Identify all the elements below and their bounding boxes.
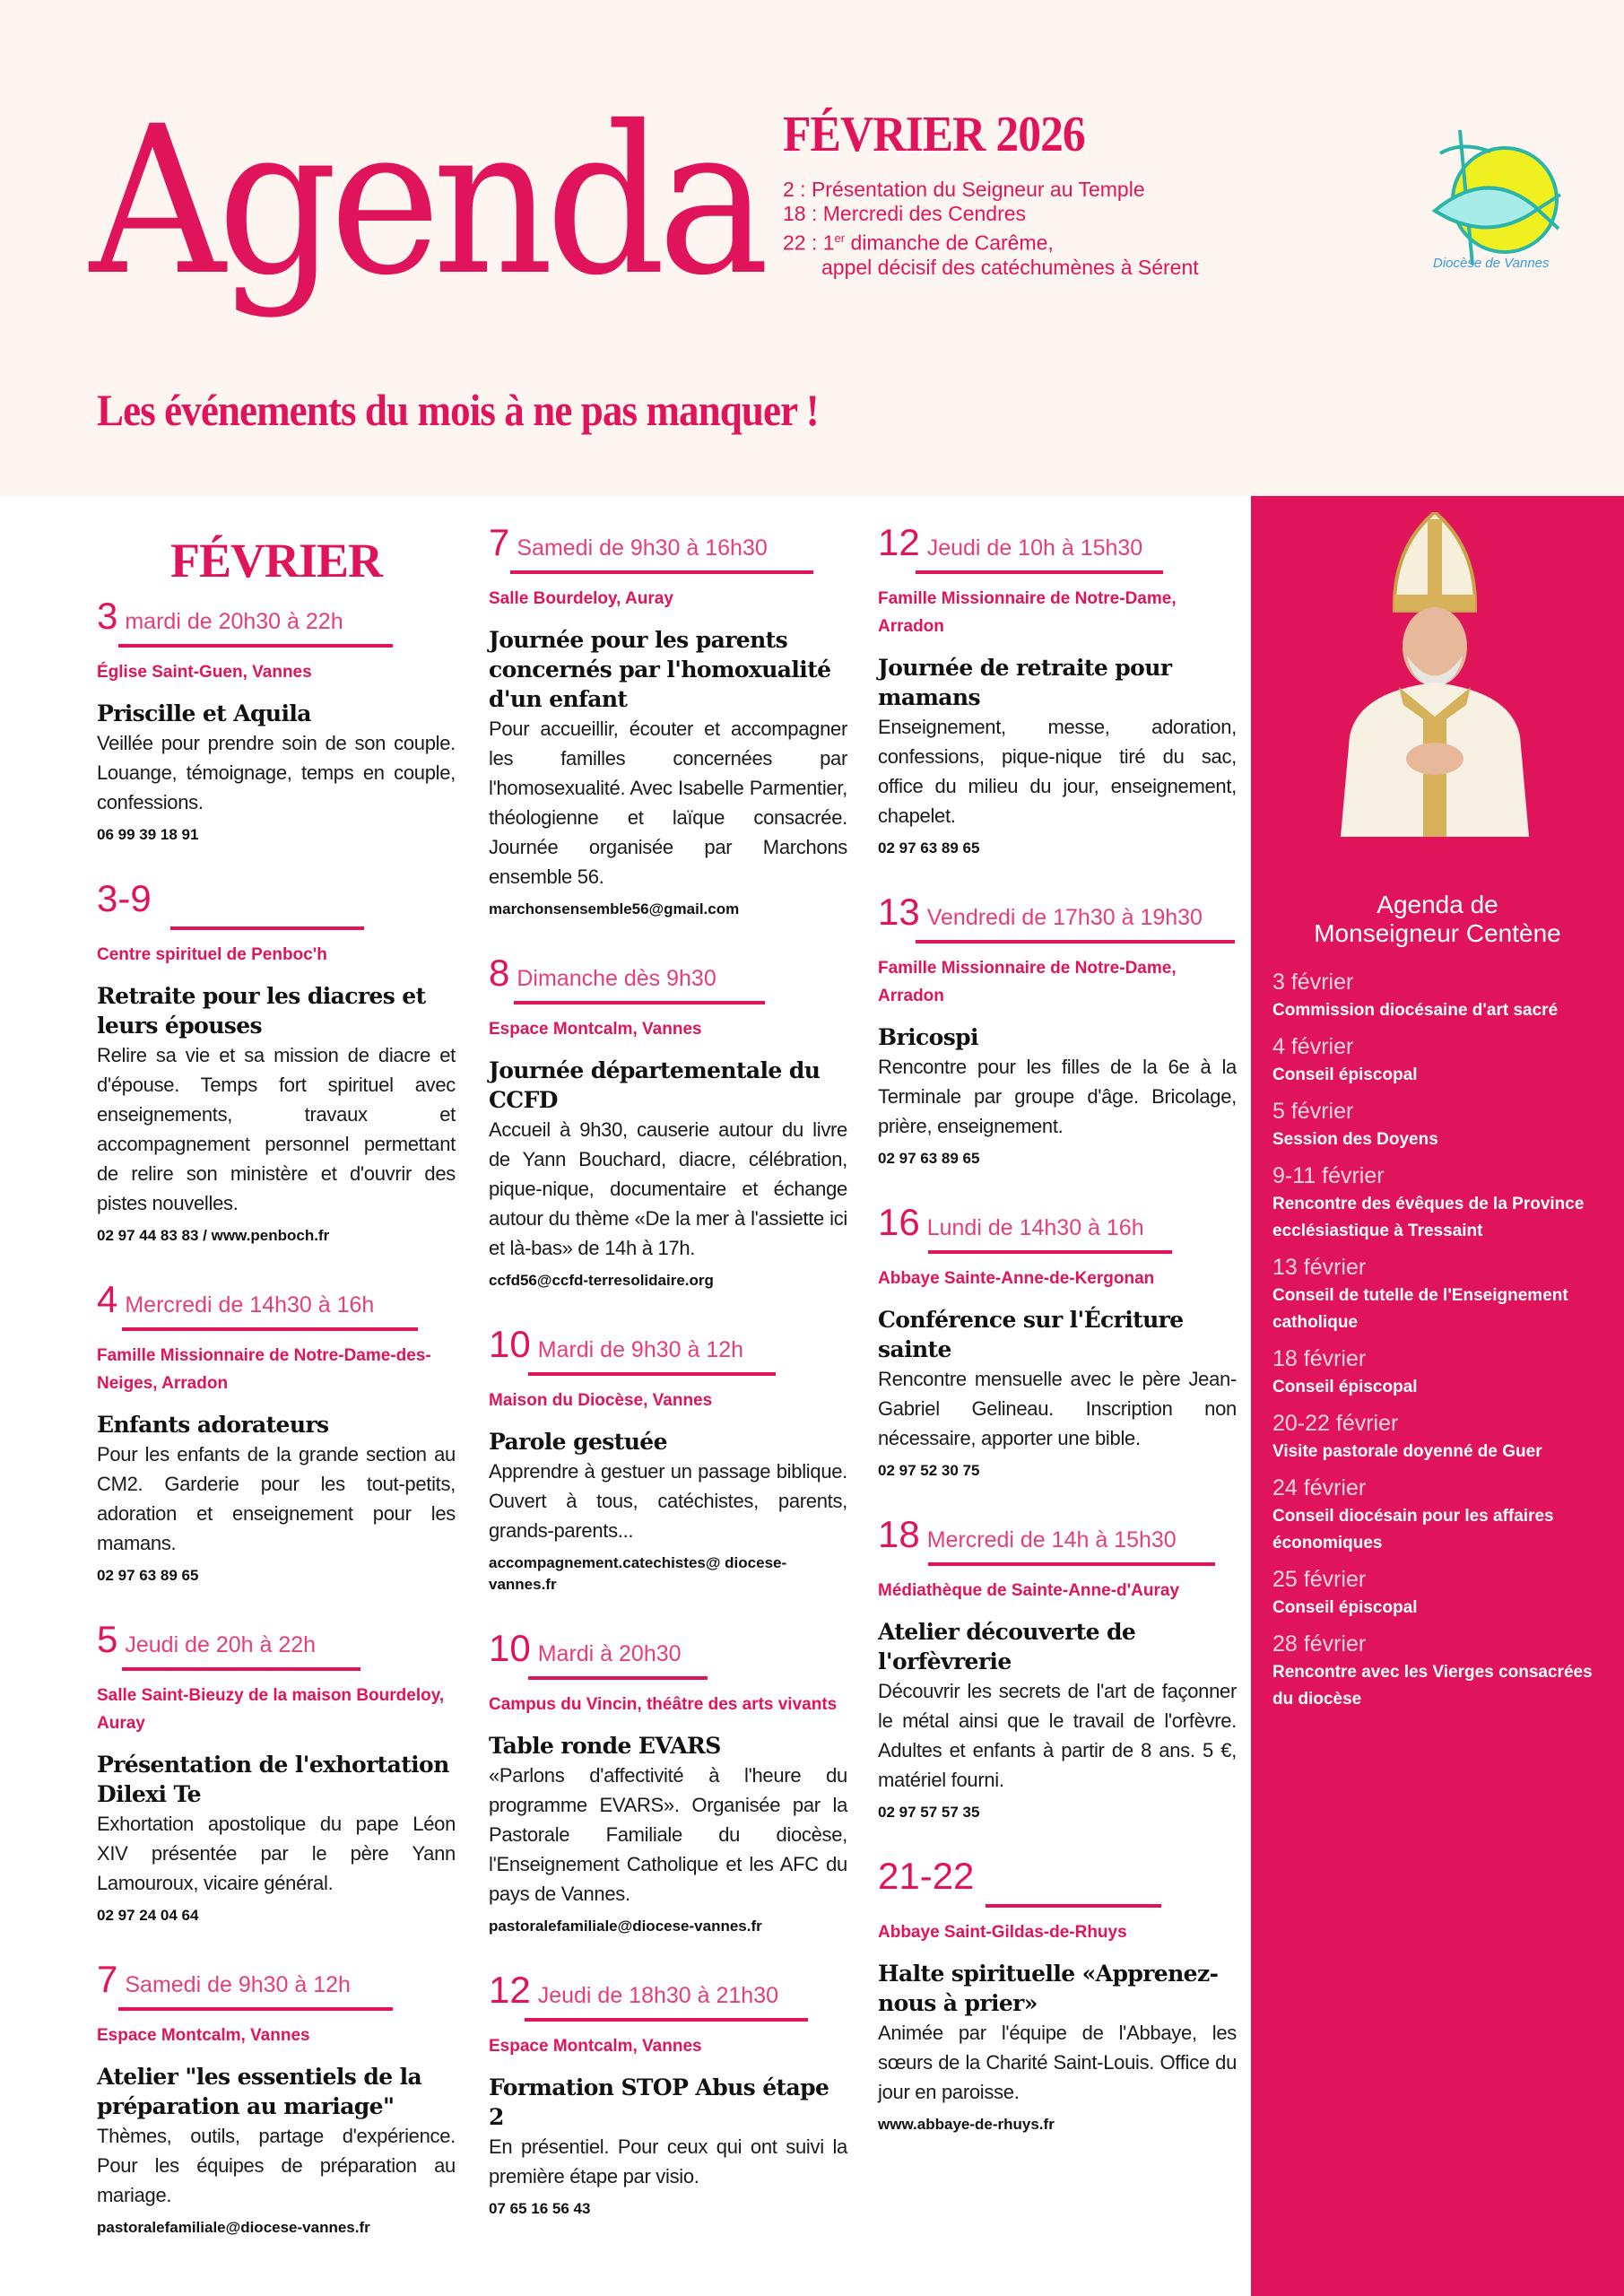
page-title: Agenda — [90, 82, 762, 320]
agenda-desc: Rencontre avec les Vierges consacrées du diocèse — [1272, 1663, 1593, 1709]
event-description: Découvrir les secrets de l'art de façonner le métal ainsi que le travail de l'orfèvre. Adultes et enfants à partir de 8 ans. 5 €, matériel fourni. — [878, 1680, 1237, 1791]
divider — [986, 1904, 1161, 1908]
event-card — [97, 594, 456, 846]
divider — [525, 2018, 808, 2022]
divider — [510, 570, 813, 574]
event-time: Mercredi de 14h30 à 16h — [125, 1292, 375, 1318]
divider — [928, 1250, 1172, 1254]
month-heading: FÉVRIER — [169, 534, 383, 587]
agenda-date: 9-11 février — [1272, 1163, 1385, 1188]
agenda-desc: Session des Doyens — [1272, 1130, 1438, 1149]
agenda-item — [1272, 1098, 1613, 1153]
page-header — [0, 0, 1624, 496]
agenda-date: 13 février — [1272, 1255, 1367, 1280]
agenda-date: 4 février — [1272, 1034, 1354, 1059]
event-card — [489, 951, 847, 1292]
bishop-agenda-sidebar — [1251, 496, 1624, 2296]
event-title: Journée pour les parents concernés par l'homoxualité d'un enfant — [489, 627, 831, 712]
event-contact: www.abbaye-de-rhuys.fr — [878, 2116, 1055, 2133]
event-contact: 02 97 52 30 75 — [878, 1462, 980, 1479]
event-description: Veillée pour prendre soin de son couple. Louange, témoignage, temps en couple, confessions. — [97, 732, 456, 813]
event-description: Rencontre mensuelle avec le père Jean-Gabriel Gelineau. Inscription non nécessaire, apporter une bible. — [878, 1368, 1237, 1449]
event-title: Conférence sur l'Écriture sainte — [878, 1307, 1184, 1362]
agenda-date: 28 février — [1272, 1631, 1367, 1657]
event-description: Accueil à 9h30, causerie autour du livre de Yann Bouchard, diacre, célébration, pique-nique, documentaire et échange autour du thème «De la mer à l'assiette ici et là-bas» de 14h à 17h. — [489, 1118, 847, 1259]
divider — [122, 1667, 360, 1671]
event-description: En présentiel. Pour ceux qui ont suivi la première étape par visio. — [489, 2135, 847, 2187]
agenda-date: 5 février — [1272, 1099, 1354, 1124]
agenda-item — [1272, 1162, 1613, 1245]
diocese-logo-icon — [1426, 121, 1569, 274]
event-time: Jeudi de 20h à 22h — [125, 1632, 317, 1657]
divider — [122, 1327, 418, 1331]
event-time: Jeudi de 18h30 à 21h30 — [537, 1983, 779, 2008]
events-column-1 — [97, 520, 456, 2269]
event-contact: accompagnement.catechistes@ diocese-vannes.fr — [489, 1554, 787, 1593]
event-place: Église Saint-Guen, Vannes — [97, 663, 312, 682]
event-day: 5 — [97, 1618, 118, 1660]
event-contact: 02 97 44 83 83 / www.penboch.fr — [97, 1227, 330, 1244]
event-place: Espace Montcalm, Vannes — [489, 2037, 702, 2056]
event-time: Jeudi de 10h à 15h30 — [926, 535, 1143, 561]
feast-item: 2 : Présentation du Seigneur au Temple — [783, 178, 1145, 201]
event-place: Abbaye Saint-Gildas-de-Rhuys — [878, 1923, 1127, 1942]
page-subtitle: Les événements du mois à ne pas manquer ! — [97, 385, 819, 435]
logo-caption: Diocèse de Vannes — [1433, 256, 1550, 271]
divider — [528, 1372, 776, 1376]
event-contact: 02 97 63 89 65 — [97, 1567, 199, 1584]
event-contact: 02 97 57 57 35 — [878, 1804, 980, 1821]
agenda-item — [1272, 1254, 1613, 1336]
event-card — [489, 1968, 847, 2220]
event-day: 7 — [97, 1958, 118, 2000]
agenda-item — [1272, 969, 1613, 1024]
agenda-item — [1272, 1345, 1613, 1401]
event-title: Présentation de l'exhortation Dilexi Te — [97, 1752, 449, 1807]
agenda-item — [1272, 1631, 1613, 1713]
event-description: Pour accueillir, écouter et accompagner les familles concernées par l'homosexualité. Avec Isabelle Parmentier, théologienne et laïque consacrée. Journée organisée par Marchons ensemble 56. — [489, 718, 847, 888]
event-day: 21-22 — [878, 1855, 975, 1897]
agenda-item — [1272, 1474, 1613, 1557]
event-day: 12 — [489, 1969, 531, 2011]
event-day: 7 — [489, 521, 510, 563]
event-title: Bricospi — [878, 1024, 978, 1050]
event-time: Samedi de 9h30 à 16h30 — [517, 535, 768, 561]
divider — [118, 644, 393, 648]
agenda-desc: Conseil diocésain pour les affaires économiques — [1272, 1507, 1554, 1552]
agenda-item — [1272, 1410, 1613, 1465]
event-day: 3-9 — [97, 877, 152, 919]
agenda-date: 3 février — [1272, 970, 1354, 995]
event-contact: ccfd56@ccfd-terresolidaire.org — [489, 1272, 714, 1289]
agenda-date: 24 février — [1272, 1475, 1367, 1500]
event-card — [878, 890, 1237, 1170]
event-description: Enseignement, messe, adoration, confessions, pique-nique tiré du sac, office du milieu du jour, enseignement, chapelet. — [878, 716, 1237, 827]
event-time: Mardi à 20h30 — [537, 1641, 682, 1666]
agenda-desc: Visite pastorale doyenné de Guer — [1272, 1442, 1542, 1461]
event-card — [489, 520, 847, 920]
event-day: 3 — [97, 595, 118, 637]
agenda-item — [1272, 1033, 1613, 1089]
event-description: «Parlons d'affectivité à l'heure du programme EVARS». Organisée par la Pastorale Familiale du diocèse, l'Enseignement Catholique et les AFC du pays de Vannes. — [489, 1764, 847, 1905]
event-day: 16 — [878, 1201, 920, 1243]
divider — [118, 2007, 393, 2011]
event-title: Atelier découverte de l'orfèvrerie — [878, 1619, 1136, 1674]
divider — [514, 1001, 765, 1004]
event-card — [97, 1957, 456, 2239]
sidebar-title: Agenda de Monseigneur Centène — [1314, 891, 1561, 947]
event-day: 13 — [878, 891, 920, 933]
agenda-desc: Conseil épiscopal — [1272, 1598, 1418, 1617]
event-time: Samedi de 9h30 à 12h — [125, 1972, 351, 1997]
event-contact: pastoralefamiliale@diocese-vannes.fr — [97, 2219, 370, 2236]
event-place: Famille Missionnaire de Notre-Dame, Arradon — [878, 589, 1177, 636]
event-time: Mercredi de 14h à 15h30 — [926, 1527, 1177, 1552]
event-title: Journée départementale du CCFD — [489, 1057, 821, 1113]
event-card — [489, 1322, 847, 1596]
event-description: Apprendre à gestuer un passage biblique. Ouvert à tous, catéchistes, parents, grands-parents... — [489, 1460, 847, 1542]
event-day: 10 — [489, 1323, 531, 1365]
event-place: Salle Bourdeloy, Auray — [489, 589, 673, 608]
event-place: Médiathèque de Sainte-Anne-d'Auray — [878, 1581, 1180, 1600]
agenda-item — [1272, 1566, 1613, 1622]
event-title: Formation STOP Abus étape 2 — [489, 2074, 829, 2130]
event-title: Table ronde EVARS — [489, 1733, 721, 1759]
event-time: Dimanche dès 9h30 — [517, 966, 716, 991]
divider — [928, 1562, 1215, 1566]
agenda-desc: Conseil de tutelle de l'Enseignement catholique — [1272, 1286, 1568, 1332]
event-title: Journée de retraite pour mamans — [878, 655, 1172, 710]
month-title: FÉVRIER 2026 — [783, 107, 1085, 162]
divider — [528, 1676, 708, 1680]
event-card — [878, 1512, 1237, 1823]
event-time: Vendredi de 17h30 à 19h30 — [926, 905, 1203, 930]
bishop-agenda-list — [1272, 969, 1613, 1722]
event-title: Atelier "les essentiels de la préparation au mariage" — [97, 2064, 422, 2119]
agenda-date: 18 février — [1272, 1346, 1367, 1371]
agenda-desc: Commission diocésaine d'art sacré — [1272, 1001, 1559, 1020]
agenda-desc: Conseil épiscopal — [1272, 1378, 1418, 1396]
events-column-3 — [878, 520, 1237, 2166]
event-time: Mardi de 9h30 à 12h — [537, 1337, 744, 1362]
events-column-2 — [489, 520, 847, 2250]
event-card — [878, 1854, 1237, 2135]
event-day: 10 — [489, 1627, 531, 1669]
event-description: Exhortation apostolique du pape Léon XIV présentée par le père Yann Lamouroux, vicaire général. — [97, 1813, 456, 1894]
event-place: Abbaye Sainte-Anne-de-Kergonan — [878, 1269, 1155, 1288]
event-place: Salle Saint-Bieuzy de la maison Bourdeloy, Auray — [97, 1686, 445, 1733]
divider — [916, 570, 1163, 574]
event-description: Relire sa vie et sa mission de diacre et d'épouse. Temps fort spirituel avec enseignements, travaux et accompagnement personnel permettant de relire son ministère et d'ouvrir des pistes nouvelles. — [97, 1044, 456, 1214]
event-contact: 02 97 63 89 65 — [878, 1150, 980, 1167]
event-contact: 06 99 39 18 91 — [97, 826, 199, 843]
event-title: Halte spirituelle «Apprenez-nous à prier» — [878, 1961, 1219, 2016]
event-card — [97, 1277, 456, 1587]
agenda-date: 25 février — [1272, 1567, 1367, 1592]
event-time: Lundi de 14h30 à 16h — [926, 1215, 1144, 1240]
event-card — [878, 520, 1237, 859]
event-place: Espace Montcalm, Vannes — [97, 2026, 310, 2045]
feast-item: 22 : 1er dimanche de Carême, — [783, 230, 1054, 255]
event-day: 12 — [878, 521, 920, 563]
event-place: Centre spirituel de Penboc'h — [97, 945, 327, 964]
event-day: 4 — [97, 1278, 118, 1320]
event-title: Retraite pour les diacres et leurs épouses — [97, 983, 426, 1039]
feast-list — [783, 178, 1199, 280]
event-contact: marchonsensemble56@gmail.com — [489, 900, 740, 918]
event-description: Pour les enfants de la grande section au CM2. Garderie pour les tout-petits, adoration et enseignement pour les mamans. — [97, 1443, 456, 1554]
event-description: Thèmes, outils, partage d'expérience. Pour les équipes de préparation au mariage. — [97, 2125, 456, 2206]
divider — [916, 940, 1235, 944]
divider — [170, 926, 364, 930]
event-contact: 02 97 24 04 64 — [97, 1907, 199, 1924]
event-contact: 02 97 63 89 65 — [878, 839, 980, 857]
event-place: Campus du Vincin, théâtre des arts vivants — [489, 1695, 838, 1714]
event-day: 18 — [878, 1513, 920, 1555]
event-contact: pastoralefamiliale@diocese-vannes.fr — [489, 1918, 762, 1935]
event-card — [878, 1200, 1237, 1482]
event-place: Espace Montcalm, Vannes — [489, 1020, 702, 1039]
event-description: Rencontre pour les filles de la 6e à la Terminale par groupe d'âge. Bricolage, prière, enseignement. — [878, 1056, 1237, 1137]
event-title: Priscille et Aquila — [97, 700, 311, 726]
bishop-photo-icon — [1323, 512, 1547, 837]
event-card — [97, 1617, 456, 1926]
event-description: Animée par l'équipe de l'Abbaye, les sœurs de la Charité Saint-Louis. Office du jour en paroisse. — [878, 2022, 1237, 2103]
event-place: Maison du Diocèse, Vannes — [489, 1391, 713, 1410]
event-contact: 07 65 16 56 43 — [489, 2200, 591, 2217]
event-time: mardi de 20h30 à 22h — [125, 609, 343, 634]
feast-item: appel décisif des catéchumènes à Sérent — [821, 255, 1199, 279]
agenda-date: 20-22 février — [1272, 1411, 1399, 1436]
agenda-desc: Conseil épiscopal — [1272, 1065, 1418, 1084]
event-card — [489, 1626, 847, 1937]
agenda-desc: Rencontre des évêques de la Province ecclésiastique à Tressaint — [1272, 1195, 1585, 1240]
event-place: Famille Missionnaire de Notre-Dame-des-Neiges, Arradon — [97, 1346, 431, 1393]
event-title: Enfants adorateurs — [97, 1412, 329, 1438]
event-place: Famille Missionnaire de Notre-Dame, Arradon — [878, 959, 1177, 1005]
event-card — [97, 876, 456, 1247]
feast-item: 18 : Mercredi des Cendres — [783, 202, 1027, 225]
event-title: Parole gestuée — [489, 1429, 667, 1455]
event-day: 8 — [489, 952, 510, 994]
